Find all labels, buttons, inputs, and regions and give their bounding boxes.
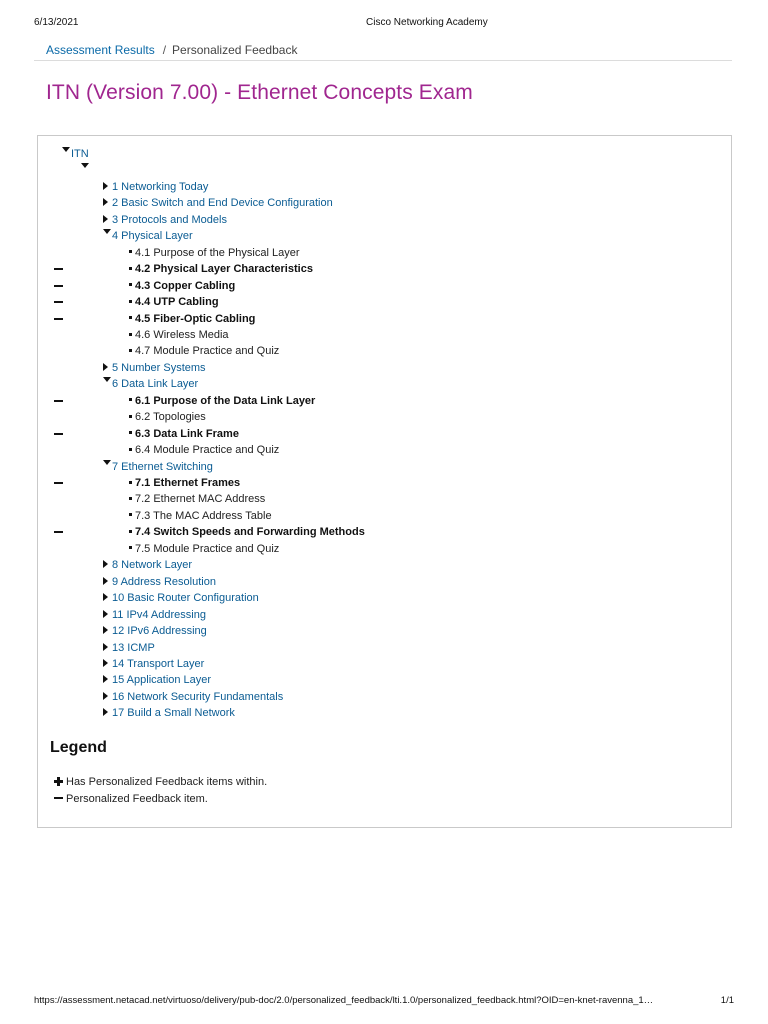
bullet-icon [129, 267, 132, 270]
legend-title: Legend [50, 739, 107, 756]
collapsed-caret-icon[interactable] [103, 560, 108, 568]
minus-icon [54, 400, 63, 402]
bullet-icon [129, 481, 132, 484]
print-header [0, 17, 768, 31]
module-item-13-icmp[interactable] [103, 640, 155, 656]
breadcrumb-separator: / [162, 43, 167, 57]
module-item-1-networking-today[interactable] [103, 179, 208, 195]
expanded-caret-icon[interactable] [103, 229, 111, 234]
module-item-16-network-security-fundamentals[interactable] [103, 689, 283, 705]
module-link[interactable]: 11 IPv4 Addressing [112, 608, 206, 621]
bullet-icon [129, 431, 132, 434]
topic-label: 4.6 Wireless Media [135, 328, 229, 341]
topic-item-7-4-switch-speeds-and-forwarding-methods [129, 524, 365, 540]
module-link[interactable]: 12 IPv6 Addressing [112, 625, 207, 638]
tree-root-link[interactable]: ITN [71, 148, 89, 160]
topic-item-7-5-module-practice-and-quiz [129, 541, 279, 557]
module-item-7-ethernet-switching[interactable] [103, 459, 213, 475]
bullet-icon [129, 333, 132, 336]
bullet-icon [129, 316, 132, 319]
module-item-10-basic-router-configuration[interactable] [103, 590, 259, 606]
topic-label: 4.7 Module Practice and Quiz [135, 345, 280, 358]
collapsed-caret-icon[interactable] [103, 593, 108, 601]
minus-icon [54, 531, 63, 533]
bullet-icon [129, 349, 132, 352]
topic-item-6-3-data-link-frame [129, 426, 239, 442]
minus-icon [54, 285, 63, 287]
bullet-icon [129, 497, 132, 500]
topic-label: 6.1 Purpose of the Data Link Layer [135, 394, 316, 407]
module-item-14-transport-layer[interactable] [103, 656, 204, 672]
legend-item-feedback [54, 792, 208, 806]
minus-icon [54, 301, 63, 303]
collapsed-caret-icon[interactable] [103, 198, 108, 206]
bullet-icon [129, 513, 132, 516]
breadcrumb-divider [34, 60, 732, 61]
topic-label: 7.1 Ethernet Frames [135, 477, 241, 489]
collapsed-caret-icon[interactable] [103, 708, 108, 716]
topic-item-4-5-fiber-optic-cabling [129, 311, 255, 327]
module-link[interactable]: 1 Networking Today [112, 180, 209, 193]
topic-label: 6.3 Data Link Frame [135, 427, 239, 440]
module-link[interactable]: 8 Network Layer [112, 559, 193, 572]
topic-label: 4.3 Copper Cabling [135, 279, 236, 292]
expanded-caret-icon[interactable] [81, 163, 89, 168]
module-item-15-application-layer[interactable] [103, 672, 211, 688]
topic-item-4-2-physical-layer-characteristics [129, 261, 313, 277]
expanded-caret-icon[interactable] [103, 460, 111, 465]
module-item-3-protocols-and-models[interactable] [103, 212, 227, 228]
page-title: ITN (Version 7.00) - Ethernet Concepts Exam [46, 81, 473, 104]
collapsed-caret-icon[interactable] [103, 363, 108, 371]
topic-label: 4.4 UTP Cabling [135, 296, 219, 309]
module-link[interactable]: 3 Protocols and Models [112, 213, 227, 226]
breadcrumb [46, 43, 297, 57]
topic-label: 4.5 Fiber-Optic Cabling [135, 312, 256, 325]
minus-icon [54, 318, 63, 320]
collapsed-caret-icon[interactable] [103, 675, 108, 683]
topic-item-7-3-the-mac-address-table [129, 508, 272, 524]
collapsed-caret-icon[interactable] [103, 610, 108, 618]
module-link[interactable]: 14 Transport Layer [112, 657, 205, 670]
minus-icon [54, 797, 63, 799]
bullet-icon [129, 398, 132, 401]
module-item-2-basic-switch-and-end-device-configuration[interactable] [103, 195, 333, 211]
topic-item-4-6-wireless-media [129, 327, 229, 343]
bullet-icon [129, 546, 132, 549]
collapsed-caret-icon[interactable] [103, 692, 108, 700]
topic-label: 4.1 Purpose of the Physical Layer [135, 246, 300, 259]
topic-label: 7.5 Module Practice and Quiz [135, 542, 280, 555]
topic-label: 7.3 The MAC Address Table [135, 509, 272, 522]
module-item-4-physical-layer[interactable] [103, 228, 193, 244]
topic-item-4-4-utp-cabling [129, 294, 219, 310]
module-link[interactable]: 16 Network Security Fundamentals [112, 690, 284, 703]
topic-label: 6.4 Module Practice and Quiz [135, 444, 280, 457]
topic-item-4-7-module-practice-and-quiz [129, 343, 279, 359]
topic-label: 4.2 Physical Layer Characteristics [135, 263, 313, 276]
topic-label: 6.2 Topologies [135, 411, 206, 424]
module-item-6-data-link-layer[interactable] [103, 376, 198, 392]
module-item-12-ipv6-addressing[interactable] [103, 623, 207, 639]
collapsed-caret-icon[interactable] [103, 643, 108, 651]
collapsed-caret-icon[interactable] [103, 215, 108, 223]
module-item-11-ipv4-addressing[interactable] [103, 607, 206, 623]
module-item-17-build-a-small-network[interactable] [103, 705, 235, 721]
topic-label: 7.4 Switch Speeds and Forwarding Methods [135, 526, 365, 539]
legend-item-text: Has Personalized Feedback items within. [66, 776, 268, 788]
module-link[interactable]: 9 Address Resolution [112, 575, 216, 588]
module-link[interactable]: 15 Application Layer [112, 674, 212, 687]
topic-item-7-1-ethernet-frames [129, 475, 240, 491]
bullet-icon [129, 283, 132, 286]
topic-item-6-1-purpose-of-the-data-link-layer [129, 393, 315, 409]
bullet-icon [129, 300, 132, 303]
module-item-9-address-resolution[interactable] [103, 574, 216, 590]
expanded-caret-icon[interactable] [103, 377, 111, 382]
module-link[interactable]: 7 Ethernet Switching [112, 460, 213, 473]
print-footer [0, 995, 768, 1009]
bullet-icon [129, 530, 132, 533]
collapsed-caret-icon[interactable] [103, 577, 108, 585]
minus-icon [54, 482, 63, 484]
module-link[interactable]: 5 Number Systems [112, 361, 206, 374]
bullet-icon [129, 250, 132, 253]
topic-item-6-2-topologies [129, 409, 206, 425]
module-link[interactable]: 6 Data Link Layer [112, 378, 199, 391]
tree-root[interactable] [62, 146, 89, 162]
module-item-8-network-layer[interactable] [103, 557, 192, 573]
module-link[interactable]: 17 Build a Small Network [112, 707, 235, 720]
collapsed-caret-icon[interactable] [103, 182, 108, 190]
topic-item-7-2-ethernet-mac-address [129, 491, 265, 507]
module-link[interactable]: 13 ICMP [112, 641, 155, 654]
print-page-count: 1/1 [720, 995, 734, 1006]
module-link[interactable]: 2 Basic Switch and End Device Configuration [112, 197, 333, 210]
legend-item-text: Personalized Feedback item. [66, 793, 208, 805]
module-link[interactable]: 4 Physical Layer [112, 230, 193, 243]
breadcrumb-assessment-results-link[interactable]: Assessment Results [46, 43, 155, 57]
collapsed-caret-icon[interactable] [103, 659, 108, 667]
print-site-title: Cisco Networking Academy [366, 17, 488, 28]
collapsed-caret-icon[interactable] [103, 626, 108, 634]
module-link[interactable]: 10 Basic Router Configuration [112, 592, 259, 605]
minus-icon [54, 433, 63, 435]
topic-label: 7.2 Ethernet MAC Address [135, 493, 266, 506]
legend-item-has-feedback [54, 775, 267, 789]
print-url: https://assessment.netacad.net/virtuoso/delivery/pub-doc/2.0/personalized_feedback/lti.1.0/personalized_feedback.html?OID=en-knet-ravenna_1… [34, 995, 654, 1006]
module-item-5-number-systems[interactable] [103, 360, 206, 376]
breadcrumb-current: Personalized Feedback [172, 43, 298, 57]
topic-item-4-1-purpose-of-the-physical-layer [129, 245, 299, 261]
bullet-icon [129, 448, 132, 451]
minus-icon [54, 268, 63, 270]
tree-group-toggle[interactable] [81, 162, 90, 178]
topic-item-4-3-copper-cabling [129, 278, 235, 294]
expanded-caret-icon[interactable] [62, 147, 70, 152]
print-date: 6/13/2021 [34, 17, 79, 28]
plus-icon [54, 777, 63, 786]
bullet-icon [129, 415, 132, 418]
topic-item-6-4-module-practice-and-quiz [129, 442, 279, 458]
